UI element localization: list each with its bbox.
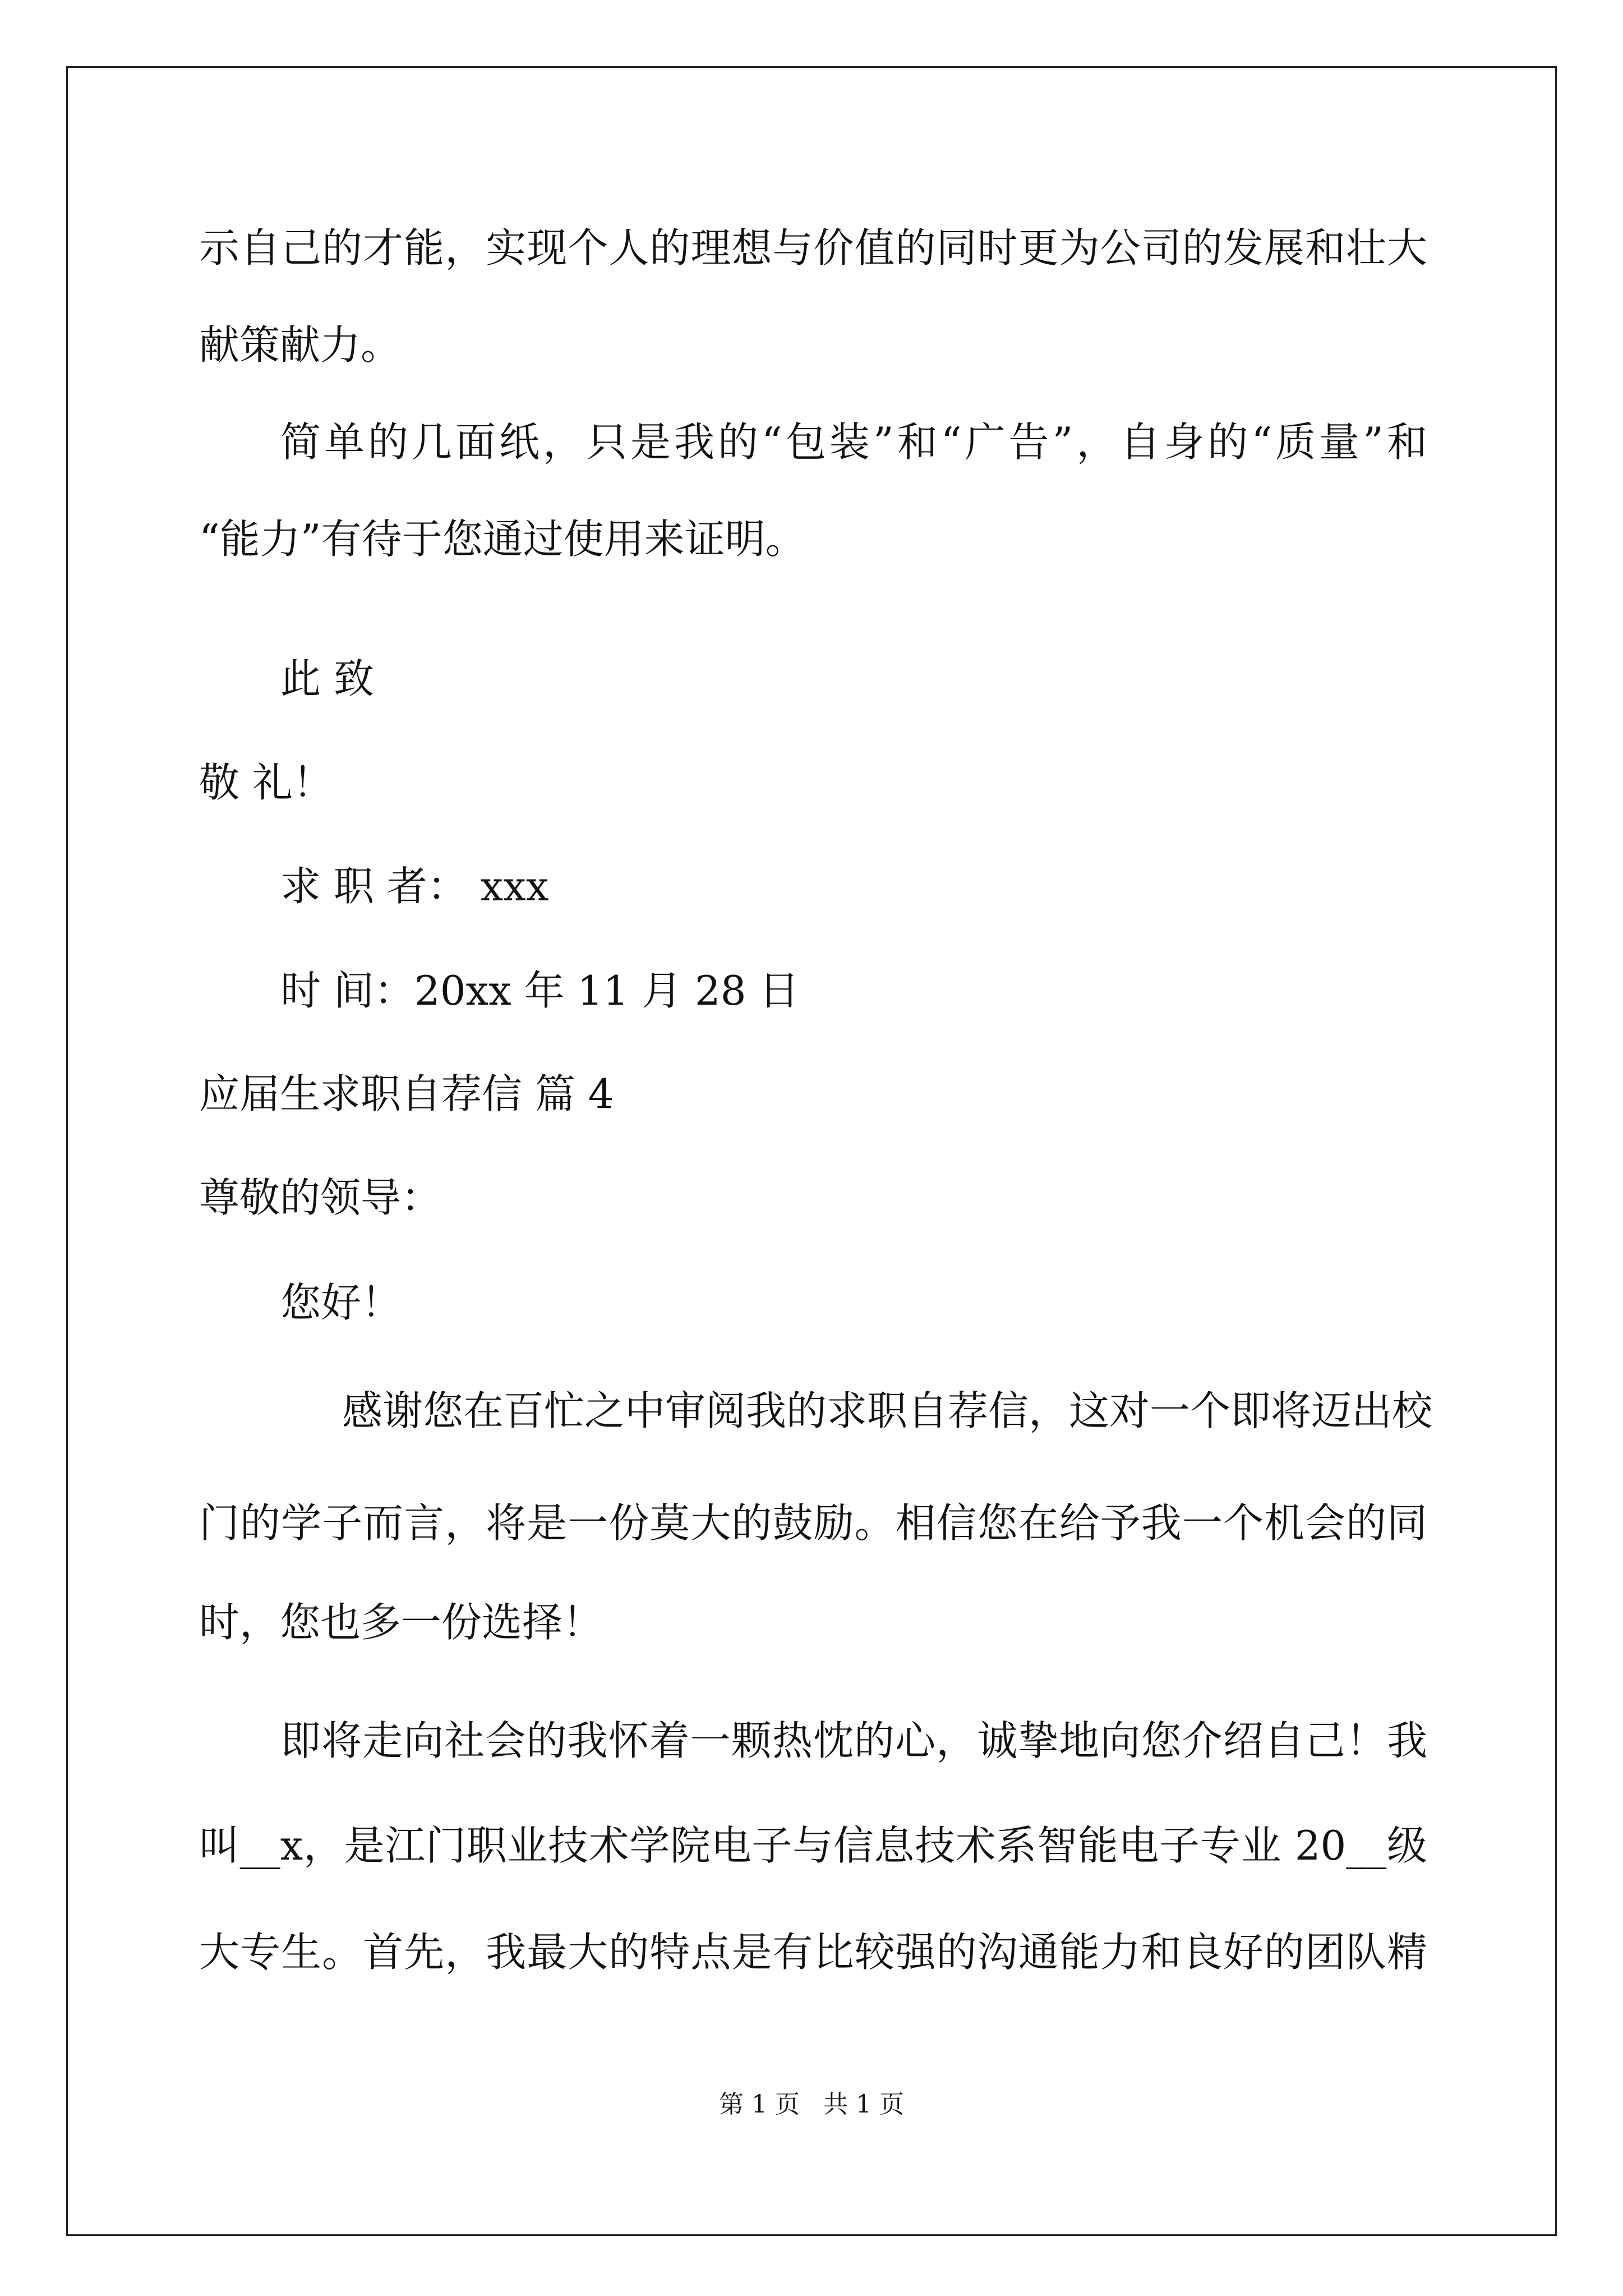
closing-salutation: 此 致 xyxy=(280,655,374,702)
applicant-signature: 求 职 者： xxx xyxy=(280,863,549,910)
letter-date: 时 间：20xx 年 11 月 28 日 xyxy=(280,967,800,1014)
text-line: 时，您也多一份选择！ xyxy=(199,1599,603,1646)
page-number-footer: 第 1 页 共 1 页 xyxy=(719,2090,904,2119)
page-border xyxy=(66,66,1557,2236)
greeting-addressee: 尊敬的领导： xyxy=(199,1174,442,1221)
text-line: 感谢您在百忙之中审阅我的求职自荐信，这对一个即将迈出校 xyxy=(342,1387,1433,1434)
closing-regards: 敬 礼！ xyxy=(199,759,333,806)
text-line: 门的学子而言，将是一份莫大的鼓励。相信您在给予我一个机会的同 xyxy=(199,1499,1427,1547)
greeting: 您好！ xyxy=(280,1279,402,1326)
text-line: “能力”有待于您通过使用来证明。 xyxy=(199,516,806,563)
text-line: 即将走向社会的我怀着一颗热忱的心，诚挚地向您介绍自己！我 xyxy=(280,1717,1427,1764)
section-heading: 应届生求职自荐信 篇 4 xyxy=(199,1070,614,1117)
text-line: 叫__x，是江门职业技术学院电子与信息技术系智能电子专业 20__级 xyxy=(199,1822,1427,1869)
text-line: 简单的几面纸，只是我的“包装”和“广告”，自身的“质量”和 xyxy=(280,418,1427,466)
text-line: 示自己的才能，实现个人的理想与价值的同时更为公司的发展和壮大 xyxy=(199,224,1427,272)
text-line: 大专生。首先，我最大的特点是有比较强的沟通能力和良好的团队精 xyxy=(199,1929,1427,1976)
text-line: 献策献力。 xyxy=(199,321,402,369)
